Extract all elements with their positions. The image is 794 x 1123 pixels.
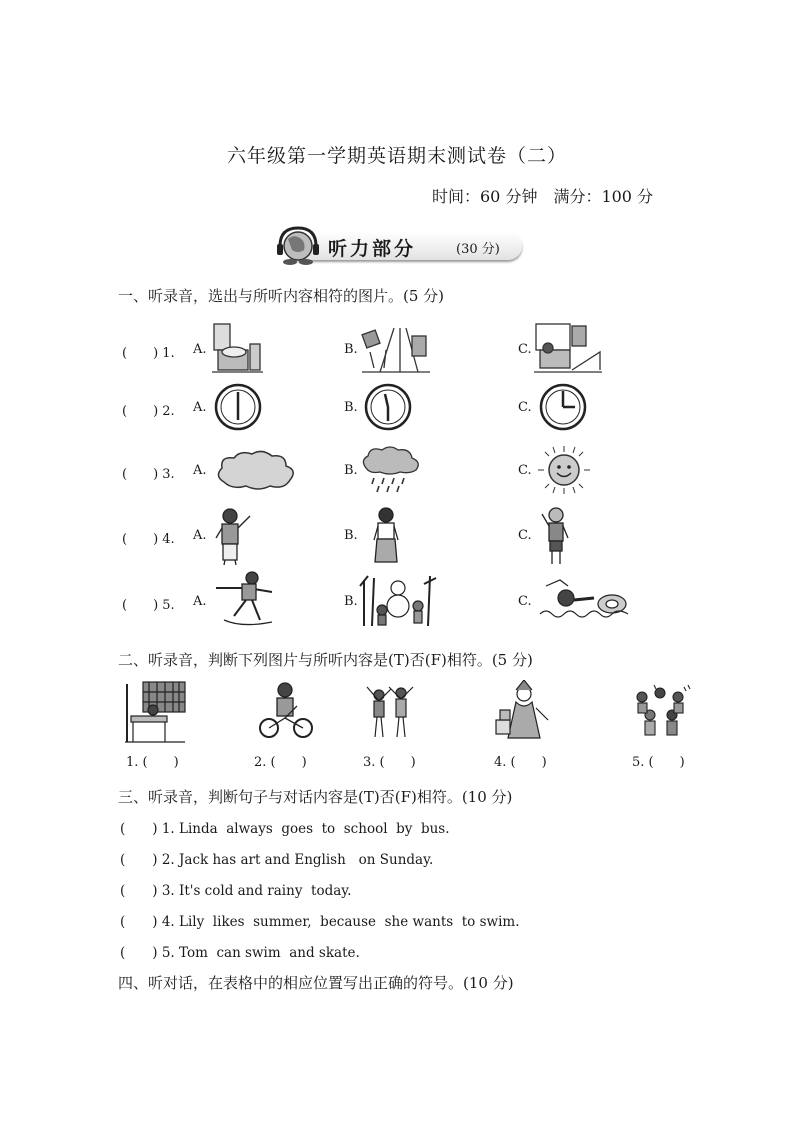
party-kids-picture [630, 683, 692, 743]
dancing-kids-picture [365, 683, 415, 741]
option-c-label: C. [518, 342, 532, 357]
bedroom-picture [532, 322, 604, 374]
tf-item: 3. ( ) [363, 755, 416, 770]
option-c-label: C. [518, 594, 532, 609]
snowman-picture [358, 572, 440, 628]
statement-item: ( ) 1. Linda always goes to school by bus. [120, 821, 450, 837]
time-info: 时间：60 分钟 满分：100 分 [432, 187, 654, 206]
option-a-label: A. [193, 342, 207, 357]
statement-item: ( ) 5. Tom can swim and skate. [120, 945, 360, 961]
option-b-label: B. [344, 528, 358, 543]
sun-icon [536, 444, 592, 496]
boy-waving-picture [538, 506, 574, 566]
bike-boy-picture [257, 680, 315, 742]
option-c-label: C. [518, 528, 532, 543]
banner-score: (30 分) [456, 242, 500, 257]
question-label: ( ) 4. [122, 532, 175, 547]
tf-item: 4. ( ) [494, 755, 547, 770]
cloud-icon [214, 448, 298, 492]
question-label: ( ) 5. [122, 598, 175, 613]
statement-item: ( ) 3. It's cold and rainy today. [120, 883, 352, 899]
option-b-label: B. [344, 463, 358, 478]
option-a-label: A. [193, 463, 207, 478]
waving-girl-picture [212, 506, 256, 566]
section1-heading: 一、听录音，选出与所听内容相符的图片。(5 分) [118, 287, 445, 305]
question-label: ( ) 3. [122, 467, 175, 482]
question-label: ( ) 1. [122, 346, 175, 361]
street-picture [360, 322, 432, 374]
option-b-label: B. [344, 342, 358, 357]
option-b-label: B. [344, 400, 358, 415]
option-a-label: A. [193, 400, 207, 415]
rain-cloud-icon [360, 444, 422, 496]
library-picture [123, 680, 187, 744]
headphone-globe-icon [268, 224, 324, 268]
clock-half-past-icon [363, 382, 413, 432]
kitchen-picture [210, 322, 265, 374]
statement-item: ( ) 2. Jack has art and English on Sunday. [120, 852, 434, 868]
statement-item: ( ) 4. Lily likes summer, because she wants to swim. [120, 914, 520, 930]
standing-girl-picture [368, 506, 404, 566]
tf-item: 1. ( ) [126, 755, 179, 770]
option-c-label: C. [518, 463, 532, 478]
page-title: 六年级第一学期英语期末测试卷（二） [226, 145, 567, 167]
listening-banner [268, 224, 524, 266]
santa-claus-picture [494, 680, 554, 742]
option-a-label: A. [193, 594, 207, 609]
question-label: ( ) 2. [122, 404, 175, 419]
tf-item: 5. ( ) [632, 755, 685, 770]
section3-heading: 三、听录音，判断句子与对话内容是(T)否(F)相符。(10 分) [118, 788, 513, 806]
tf-item: 2. ( ) [254, 755, 307, 770]
section2-heading: 二、听录音，判断下列图片与所听内容是(T)否(F)相符。(5 分) [118, 651, 533, 669]
banner-title: 听力部分 [328, 238, 417, 260]
option-c-label: C. [518, 400, 532, 415]
option-a-label: A. [193, 528, 207, 543]
clock-three-icon [538, 382, 588, 432]
option-b-label: B. [344, 594, 358, 609]
swimming-picture [538, 574, 630, 624]
clock-six-icon [213, 382, 263, 432]
skating-boy-picture [212, 570, 282, 628]
section4-heading: 四、听对话，在表格中的相应位置写出正确的符号。(10 分) [118, 974, 514, 992]
